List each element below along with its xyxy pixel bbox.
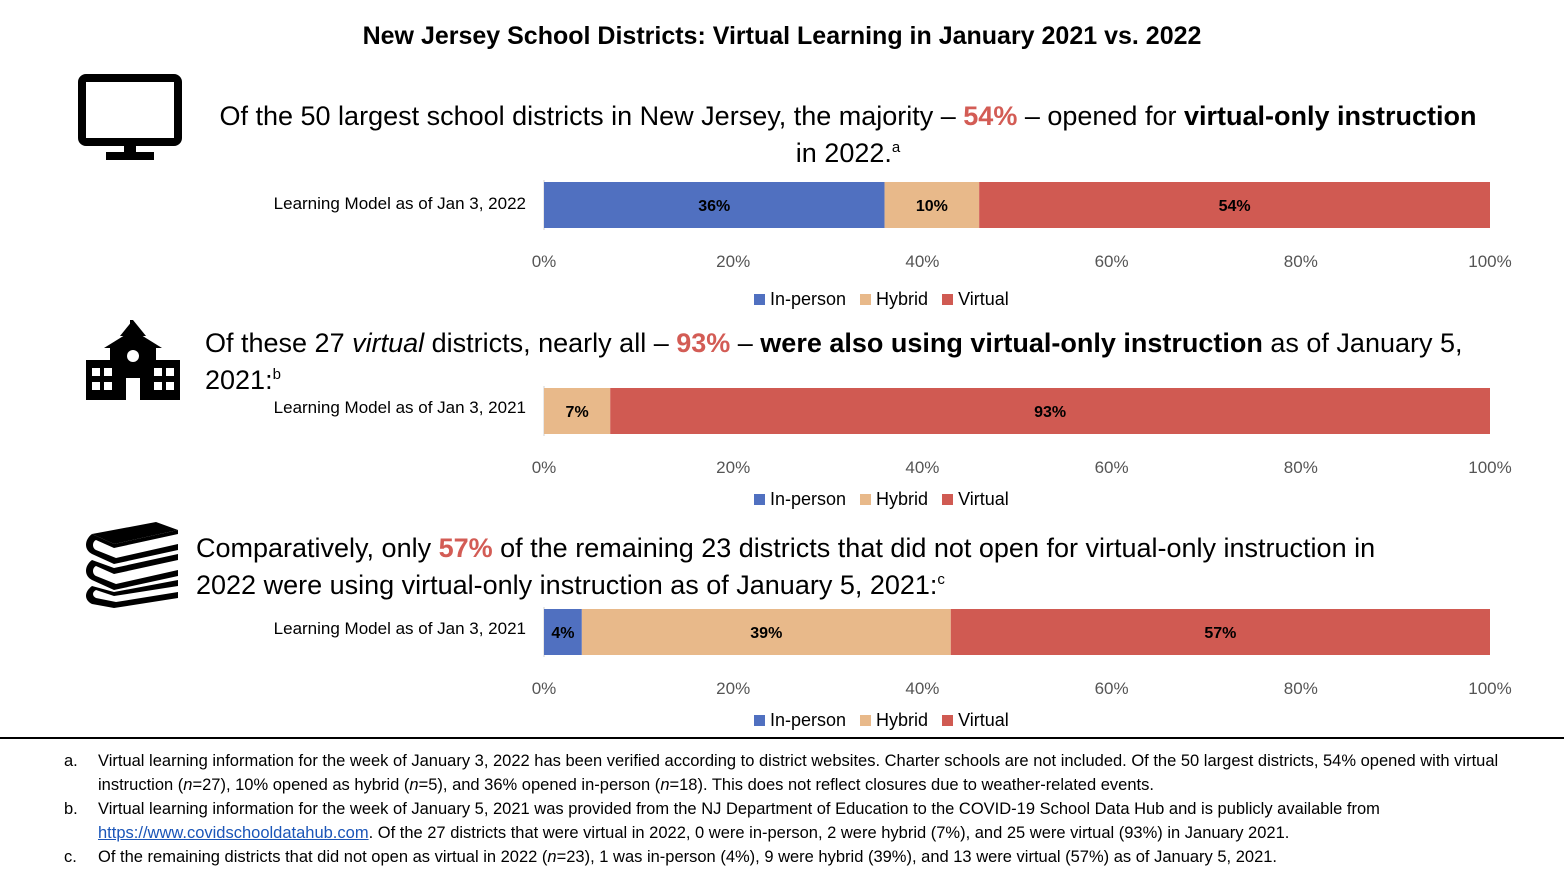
section-1-heading [198,98,1498,172]
footnote-ref: a [891,139,901,156]
category-label: Learning Model as of Jan 3, 2021 [273,398,526,417]
data-label: 7% [565,404,589,421]
footnote-letter: b. [64,800,78,818]
legend-swatch [942,494,953,505]
x-tick-label: 40% [905,458,940,477]
legend-item-virtual [942,289,1009,310]
legend-label: Hybrid [876,710,929,730]
footnote-part: . Of the 27 districts that were virtual in 2022, 0 were in-person, 2 were hybrid (7%), and 25 were virtual (93%) in January 2021. [368,824,1290,842]
footnote-n: n [183,776,193,794]
footnotes [64,749,1534,869]
footnote-part: =23), 1 was in-person (4%), 9 were hybrid (39%), and 13 were virtual (57%) as of January 5, 2021. [556,848,1278,866]
legend-swatch [860,715,871,726]
legend-swatch [754,494,765,505]
legend-label: Hybrid [876,289,929,309]
heading-text: of the remaining 23 districts that did not open for virtual-only instruction in [492,533,1376,563]
heading-text: Comparatively, only [196,533,439,563]
legend-label: In-person [770,489,847,509]
legend-item-in-person [754,710,846,731]
footnote-text [98,845,1534,869]
x-tick-label: 20% [716,679,751,698]
x-tick-label: 80% [1283,252,1318,271]
chart-legend [754,489,1009,510]
heading-text: Of the 50 largest school districts in New Jersey, the majority – [219,101,964,131]
data-hub-link[interactable]: https://www.covidschooldatahub.com [98,824,369,842]
x-tick-label: 0% [531,252,557,271]
chart-plot [0,376,1564,481]
legend-label: In-person [770,710,847,730]
footnote-text [98,797,1534,845]
footnote-n: n [547,848,557,866]
heading-text: districts, nearly all – [424,328,677,358]
x-tick-label: 80% [1283,679,1318,698]
footnote-letter: a. [64,752,78,770]
heading-bold: virtual-only instruction [1183,101,1477,131]
heading-text: in 2022. [795,138,892,168]
footnote-a [64,749,1534,797]
legend-item-hybrid [860,489,928,510]
heading-text: – [730,328,761,358]
legend-swatch [754,715,765,726]
footnote-part: Virtual learning information for the week of January 5, 2021 was provided from the NJ Department of Education to the COVID-19 School Data Hub and is publicly available from [98,800,1380,818]
legend-swatch [942,715,953,726]
footnote-letter: c. [64,848,77,866]
x-tick-label: 100% [1468,458,1512,477]
x-tick-label: 40% [905,252,940,271]
chart-legend [754,710,1009,731]
heading-italic: virtual [352,328,425,358]
x-tick-label: 0% [531,679,557,698]
legend-item-virtual [942,489,1009,510]
x-tick-label: 60% [1094,458,1129,477]
data-label: 57% [1204,625,1237,642]
legend-label: Hybrid [876,489,929,509]
legend-item-in-person [754,289,846,310]
category-label: Learning Model as of Jan 3, 2022 [273,194,526,213]
x-tick-label: 0% [531,458,557,477]
footnote-n: n [660,776,670,794]
books-icon [84,520,182,608]
x-tick-label: 60% [1094,679,1129,698]
x-tick-label: 40% [905,679,940,698]
footnote-part: Virtual learning information for the week of January 3, 2022 has been verified according to district websites. Charter schools are not included. Of the 50 largest districts, 54% opened with virtual instruction ( [98,752,1499,794]
data-label: 54% [1218,198,1251,215]
page-title: New Jersey School Districts: Virtual Learning in January 2021 vs. 2022 [362,22,1202,50]
x-tick-label: 100% [1468,252,1512,271]
x-tick-label: 20% [716,458,751,477]
footnote-ref: c [937,571,945,588]
legend-swatch [860,294,871,305]
highlight-pct: 93% [676,328,731,358]
chart-plot [0,170,1564,280]
legend-label: Virtual [958,489,1009,509]
x-tick-label: 80% [1283,458,1318,477]
highlight-pct: 54% [963,101,1018,131]
data-label: 39% [750,625,783,642]
legend-item-virtual [942,710,1009,731]
chart-2022 [0,170,1564,315]
footnote-b [64,797,1534,845]
chart-2021-virtual [0,376,1564,516]
footnote-n: n [409,776,419,794]
x-tick-label: 60% [1094,252,1129,271]
heading-text: 2021: [205,365,273,395]
data-label: 4% [551,625,575,642]
footnote-part: =18). This does not reflect closures due to weather-related events. [669,776,1154,794]
chart-2021-remaining [0,597,1564,737]
legend-item-hybrid [860,710,928,731]
legend-item-hybrid [860,289,928,310]
heading-text: as of January 5, [1262,328,1463,358]
highlight-pct: 57% [438,533,493,563]
footnote-part: Of the remaining districts that did not open as virtual in 2022 ( [98,848,548,866]
legend-swatch [860,494,871,505]
footnote-divider [0,737,1564,739]
footnote-ref: b [272,366,281,383]
legend-item-in-person [754,489,846,510]
legend-swatch [942,294,953,305]
legend-label: In-person [770,289,847,309]
x-tick-label: 100% [1468,679,1512,698]
heading-bold: were also using virtual-only instruction [760,328,1263,358]
chart-legend [754,289,1009,310]
category-label: Learning Model as of Jan 3, 2021 [273,619,526,638]
legend-label: Virtual [958,289,1009,309]
footnote-part: =27), 10% opened as hybrid ( [192,776,410,794]
data-label: 10% [915,198,948,215]
footnote-text [98,749,1534,797]
heading-text: 2022 were using virtual-only instruction as of January 5, 2021: [196,570,938,600]
heading-text: Of these 27 [205,328,353,358]
monitor-icon [78,74,182,162]
footnote-part: =5), and 36% opened in-person ( [418,776,661,794]
legend-label: Virtual [958,710,1009,730]
chart-plot [0,597,1564,702]
heading-text: – opened for [1017,101,1184,131]
data-label: 36% [698,198,731,215]
section-3-heading [196,530,1496,604]
data-label: 93% [1034,404,1067,421]
footnote-c [64,845,1534,869]
x-tick-label: 20% [716,252,751,271]
legend-swatch [754,294,765,305]
